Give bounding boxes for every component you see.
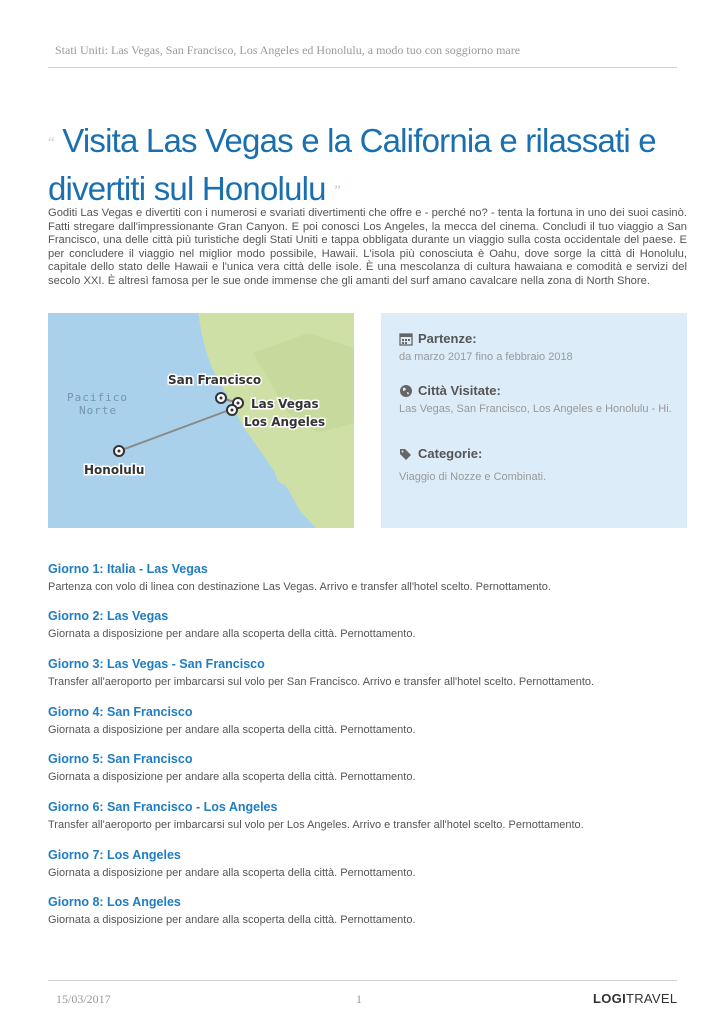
page-title: [48, 118, 698, 214]
day-description: Giornata a disposizione per andare alla scoperta della città. Pernottamento.: [48, 867, 416, 879]
logo-light-text: TRAVEL: [625, 991, 678, 1006]
day-title: Giorno 3: Las Vegas - San Francisco: [48, 657, 265, 671]
sf-marker: [216, 393, 226, 403]
city-label-honolulu: Honolulu: [84, 463, 145, 477]
day-description: Transfer all'aeroporto per imbarcarsi sul volo per San Francisco. Arrivo e transfer all'hotel scelto. Pernottamento.: [48, 676, 595, 688]
city-label-los-angeles: Los Angeles: [244, 415, 326, 429]
day-title: Giorno 4: San Francisco: [48, 705, 193, 719]
day-title: Giorno 5: San Francisco: [48, 752, 193, 766]
itinerary-day: [48, 562, 688, 593]
la-marker: [227, 405, 237, 415]
itinerary-day: [48, 657, 688, 688]
honolulu-marker: [114, 446, 124, 456]
day-description: Transfer all'aeroporto per imbarcarsi sul volo per Los Angeles. Arrivo e transfer all'hotel scelto. Pernottamento.: [48, 819, 584, 831]
cities-section: [399, 383, 679, 417]
itinerary-day: [48, 800, 688, 831]
ocean-label-2: Norte: [79, 404, 118, 417]
day-title: Giorno 2: Las Vegas: [48, 609, 169, 623]
departures-section: [399, 331, 679, 365]
itinerary-day: [48, 609, 688, 640]
running-header: Stati Uniti: Las Vegas, San Francisco, Los Angeles ed Honolulu, a modo tuo con soggiorno mare: [55, 43, 521, 57]
itinerary-day: [48, 895, 688, 926]
day-title: Giorno 8: Los Angeles: [48, 895, 181, 909]
cities-label: Città Visitate:: [418, 383, 501, 398]
day-description: Giornata a disposizione per andare alla scoperta della città. Pernottamento.: [48, 914, 416, 926]
day-title: Giorno 1: Italia - Las Vegas: [48, 562, 208, 576]
trip-info-box: [381, 313, 687, 528]
cities-value: Las Vegas, San Francisco, Los Angeles e Honolulu - Hi.: [399, 403, 672, 415]
day-title: Giorno 6: San Francisco - Los Angeles: [48, 800, 278, 814]
day-description: Giornata a disposizione per andare alla scoperta della città. Pernottamento.: [48, 724, 416, 736]
itinerary-day: [48, 705, 688, 736]
page-number: 1: [356, 992, 362, 1006]
logo-bold-text: LOGI: [593, 991, 626, 1006]
intro-paragraph: Goditi Las Vegas e divertiti con i numerosi e svariati divertimenti che offre e - perché no? - tenta la fortuna in uno dei suoi casinò. Fatti stregare dall'impressionante Gran Canyon. E poi conosci Los Angeles, la mecca del cinema. Concludi il tuo viaggio a San Francisco, una delle città più turistiche degli Stati Uniti e tappa obbligata durante un viaggio sulla costa occidentale del paese. E per concludere il viaggio nel miglior modo possibile, Hawaii. L'isola più conosciuta è Oahu, dove sorge la città di Honolulu, capitale dello stato delle Hawaii e l'unica vera città delle isole. È una mescolanza di cultura hawaiana e comodità e servizi del secolo XXI. È altresì famosa per le sue onde immense che gli amanti del surf amano cavalcare nella zona di North Shore.: [48, 207, 687, 287]
tags-icon: [399, 447, 413, 461]
footer-date: 15/03/2017: [56, 992, 111, 1006]
departures-value: da marzo 2017 fino a febbraio 2018: [399, 351, 573, 363]
calendar-icon: [399, 332, 413, 346]
departures-label: Partenze:: [418, 331, 477, 346]
logitravel-logo: [593, 991, 677, 1006]
itinerary-day: [48, 752, 688, 783]
ocean-label-1: Pacifico: [67, 391, 128, 404]
day-description: Giornata a disposizione per andare alla scoperta della città. Pernottamento.: [48, 628, 416, 640]
close-quote-icon: ”: [334, 182, 340, 199]
categories-value: Viaggio di Nozze e Combinati.: [399, 471, 547, 483]
day-description: Giornata a disposizione per andare alla scoperta della città. Pernottamento.: [48, 771, 416, 783]
globe-icon: [399, 384, 413, 398]
itinerary-day: [48, 848, 688, 879]
route-map: [48, 313, 354, 528]
open-quote-icon: “: [48, 134, 54, 151]
categories-label: Categorie:: [418, 446, 483, 461]
header-divider: [48, 67, 677, 68]
categories-section: [399, 446, 679, 485]
footer-divider: [48, 980, 677, 981]
city-label-las-vegas: Las Vegas: [251, 397, 319, 411]
day-description: Partenza con volo di linea con destinazione Las Vegas. Arrivo e transfer all'hotel scelto. Pernottamento.: [48, 581, 551, 593]
day-title: Giorno 7: Los Angeles: [48, 848, 181, 862]
page-title-text: Visita Las Vegas e la California e rilassati e divertiti sul Honolulu: [48, 122, 656, 207]
city-label-san-francisco: San Francisco: [168, 373, 262, 387]
